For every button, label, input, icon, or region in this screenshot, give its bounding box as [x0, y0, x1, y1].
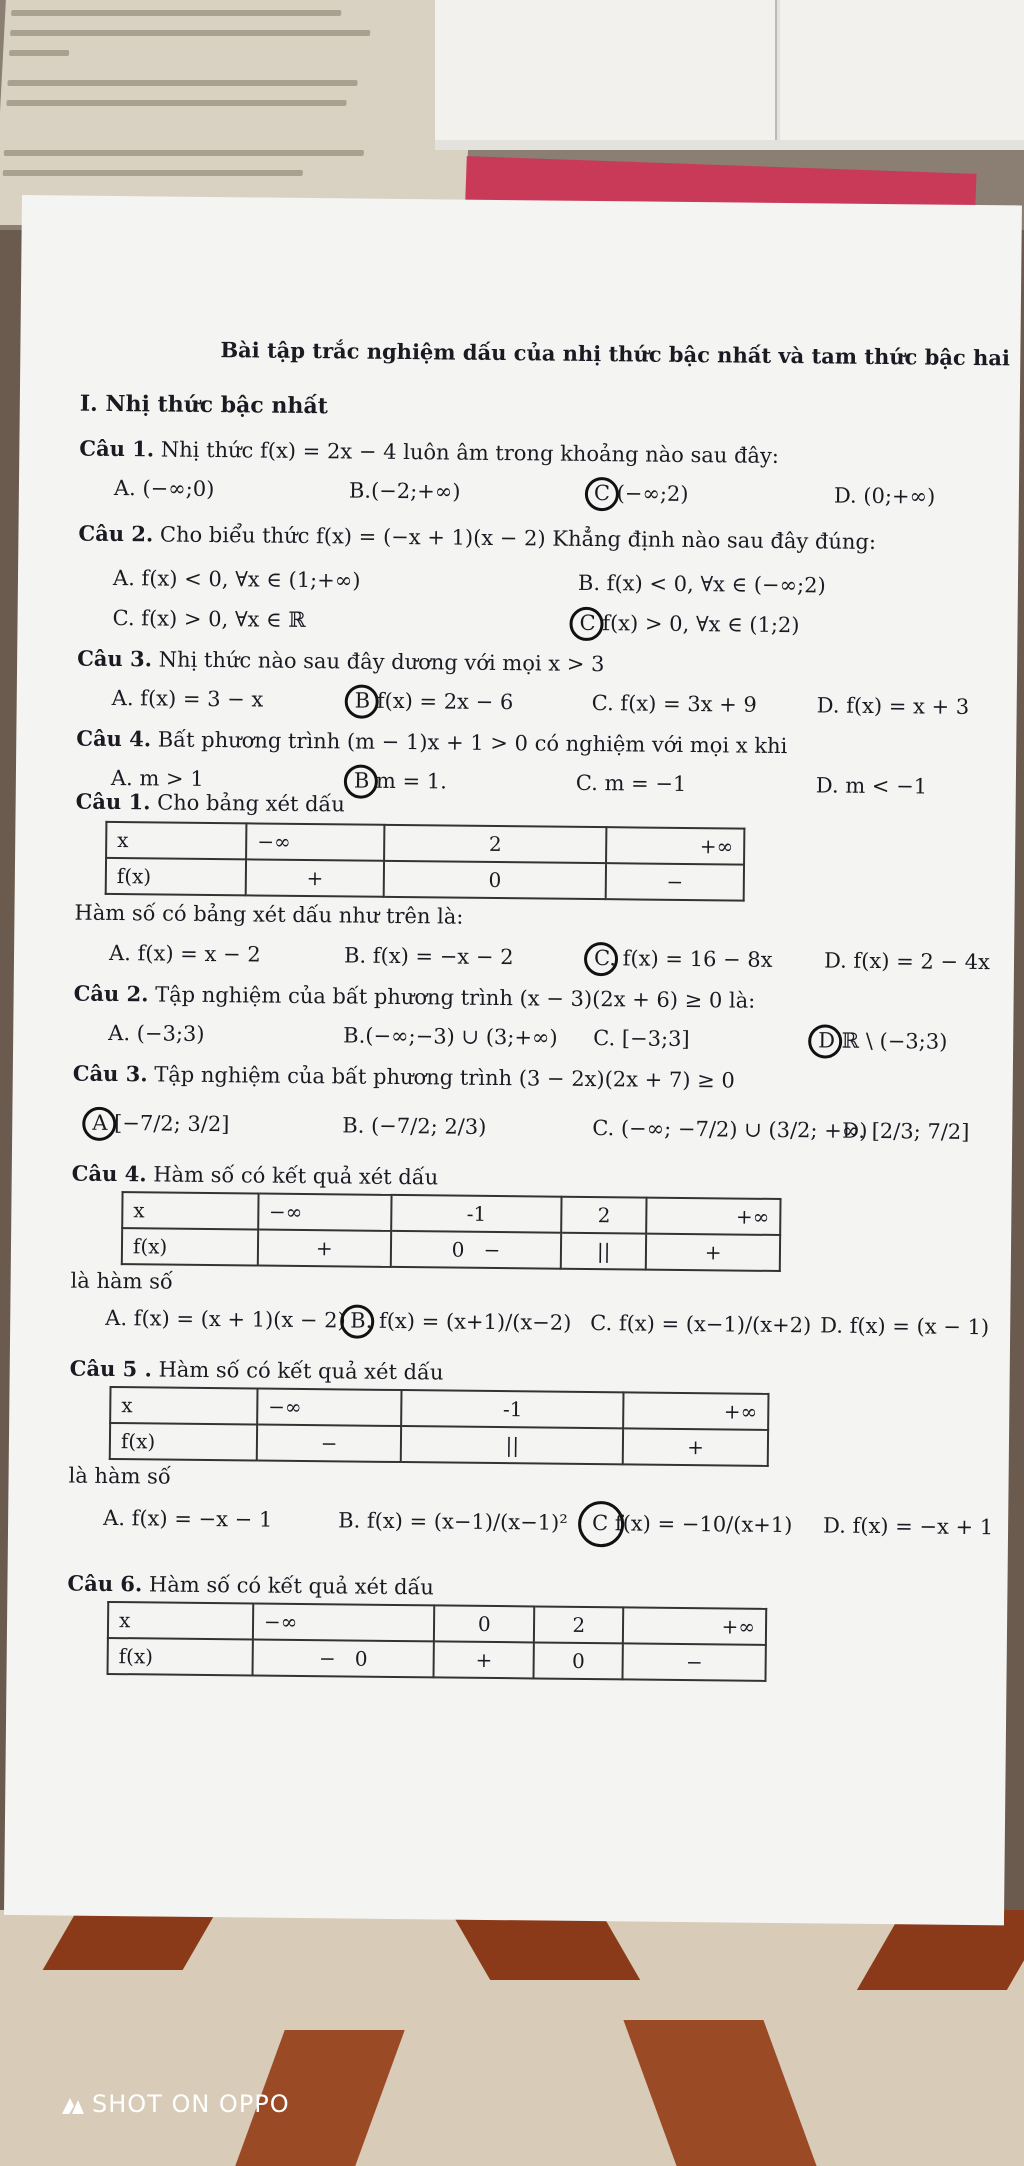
question-10: Câu 6. Hàm số có kết quả xét dấu	[67, 1570, 435, 1600]
option-b: B m = 1.	[353, 768, 448, 794]
option-a: A. f(x) = (x + 1)(x − 2)	[105, 1305, 346, 1333]
option-b: B.(−∞;−3) ∪ (3;+∞)	[343, 1023, 558, 1050]
question-5: Câu 1. Cho bảng xét dấu	[75, 788, 346, 817]
option-a: A. (−∞;0)	[113, 475, 215, 502]
option-b: B. (−7/2; 2/3)	[342, 1113, 487, 1139]
option-a: A. f(x) = x − 2	[108, 940, 261, 967]
background-notebook	[435, 0, 1024, 150]
option-c: C. f(x) = (x−1)/(x+2)	[590, 1311, 812, 1338]
option-d: D. (0;+∞)	[833, 483, 936, 509]
question-text: là hàm số	[68, 1463, 171, 1489]
oppo-logo-icon	[60, 2094, 86, 2116]
question-2: Câu 2. Cho biểu thức f(x) = (−x + 1)(x − 2) Khẳng định nào sau đây đúng:	[78, 520, 877, 554]
page-title: Bài tập trắc nghiệm dấu của nhị thức bậc nhất và tam thức bậc hai	[220, 337, 1011, 371]
option-b: B. f(x) = −x − 2	[343, 943, 514, 970]
option-a: A [−7/2; 3/2]	[92, 1110, 230, 1137]
question-1: Câu 1. Nhị thức f(x) = 2x − 4 luôn âm trong khoảng nào sau đây:	[79, 435, 780, 468]
option-b: B. f(x) < 0, ∀x ∈ (−∞;2)	[577, 570, 826, 598]
option-c: C f(x) = −10/(x+1)	[591, 1511, 793, 1538]
option-a: A. f(x) < 0, ∀x ∈ (1;+∞)	[112, 565, 361, 593]
question-3: Câu 3. Nhị thức nào sau đây dương với mọi x > 3	[77, 645, 605, 677]
option-d: D. f(x) = x + 3	[816, 693, 970, 719]
question-text: Hàm số có bảng xét dấu như trên là:	[74, 900, 464, 929]
option-c: C. m = −1	[575, 770, 687, 796]
worksheet-paper	[4, 195, 1022, 1925]
option-b: B. f(x) = (x+1)/(x−2)	[350, 1308, 572, 1335]
option-d: D ℝ \ (−3;3)	[818, 1028, 948, 1054]
option-b: B.(−2;+∞)	[348, 478, 461, 504]
option-d: C f(x) > 0, ∀x ∈ (1;2)	[579, 610, 800, 638]
option-b: B f(x) = 2x − 6	[354, 688, 514, 715]
section-heading: I. Nhị thức bậc nhất	[79, 390, 328, 420]
option-d: D. f(x) = 2 − 4x	[823, 948, 991, 975]
sign-table: x −∞ -1 2 +∞ f(x) + 0 − || +	[121, 1191, 782, 1272]
camera-watermark: SHOT ON OPPO	[60, 2090, 290, 2118]
option-c: C (−∞;2)	[593, 481, 689, 506]
option-a: A. f(x) = 3 − x	[111, 685, 264, 712]
question-8: Câu 4. Hàm số có kết quả xét dấu	[71, 1160, 439, 1190]
question-7: Câu 3. Tập nghiệm của bất phương trình (3 − 2x)(2x + 7) ≥ 0	[72, 1060, 735, 1093]
question-9: Câu 5 . Hàm số có kết quả xét dấu	[69, 1355, 444, 1385]
sign-table: x −∞ 2 +∞ f(x) + 0 −	[105, 821, 746, 902]
option-c: C. f(x) > 0, ∀x ∈ ℝ	[112, 605, 306, 632]
option-a: A. f(x) = −x − 1	[103, 1505, 273, 1532]
background-carpet	[0, 1910, 1024, 2166]
option-c: C. [−3;3]	[593, 1026, 690, 1052]
sign-table: x −∞ -1 +∞ f(x) − || +	[109, 1386, 770, 1467]
sign-table: x −∞ 0 2 +∞ f(x) − 0 + 0 −	[107, 1601, 768, 1682]
question-4: Câu 4. Bất phương trình (m − 1)x + 1 > 0 có nghiệm với mọi x khi	[76, 725, 788, 759]
background-book-page	[0, 0, 476, 225]
question-text: là hàm số	[70, 1268, 173, 1294]
option-b: B. f(x) = (x−1)/(x−1)²	[338, 1508, 568, 1535]
option-a: A. (−3;3)	[108, 1020, 205, 1046]
option-d: D. f(x) = (x − 1)	[820, 1313, 990, 1340]
option-d: D. m < −1	[815, 773, 928, 799]
option-c: C. f(x) = 16 − 8x	[593, 946, 773, 972]
option-c: C. f(x) = 3x + 9	[591, 690, 757, 717]
option-d: D. [2/3; 7/2]	[842, 1118, 970, 1144]
option-a: A. m > 1	[110, 765, 204, 791]
question-6: Câu 2. Tập nghiệm của bất phương trình (x − 3)(2x + 6) ≥ 0 là:	[73, 980, 756, 1013]
option-d: D. f(x) = −x + 1	[822, 1513, 994, 1540]
option-c: C. (−∞; −7/2) ∪ (3/2; +∞)	[592, 1116, 868, 1143]
